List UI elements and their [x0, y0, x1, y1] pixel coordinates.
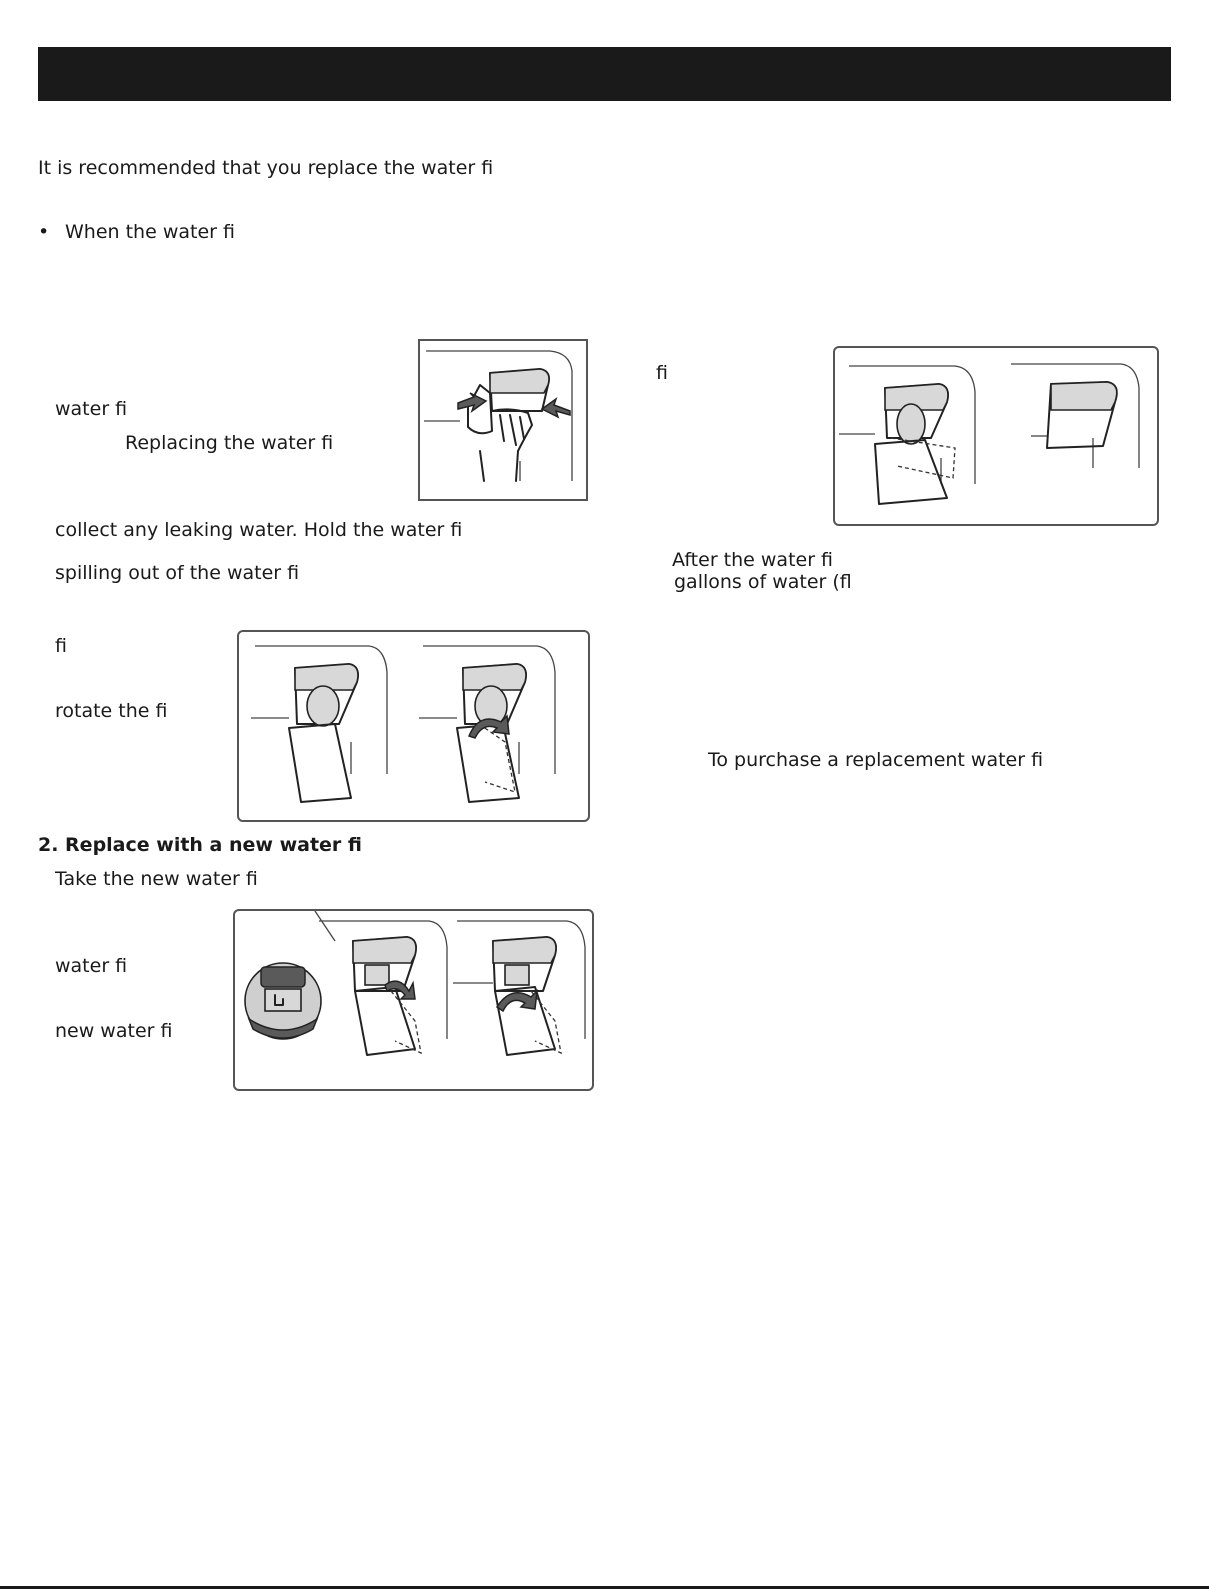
- text-replacing-water-filter-ref: Replacing the water fi: [125, 432, 334, 454]
- figure-new-filter-insertion: [233, 909, 594, 1091]
- text-spilling-out: spilling out of the water fi: [55, 562, 300, 584]
- bullet-item-1: When the water fi: [65, 221, 235, 243]
- section-2-heading: 2. Replace with a new water fi: [38, 834, 362, 856]
- text-after-water-filter: After the water fi: [672, 549, 834, 571]
- text-fi-right: fi: [656, 362, 668, 384]
- text-water-fi: water fi: [55, 398, 128, 420]
- intro-recommendation: It is recommended that you replace the water fi: [38, 157, 494, 179]
- text-fi: fi: [55, 635, 67, 657]
- text-purchase-replacement: To purchase a replacement water fi: [708, 749, 1044, 771]
- figure-filter-removal: [237, 630, 590, 822]
- text-new-water-fi: new water fi: [55, 1020, 173, 1042]
- text-gallons-of-water: gallons of water (fl: [674, 571, 852, 593]
- bullet-glyph: •: [38, 221, 50, 243]
- header-bar: [38, 47, 1171, 101]
- text-collect-leaking-water: collect any leaking water. Hold the water fi: [55, 519, 463, 541]
- text-take-new-filter: Take the new water fi: [55, 868, 258, 890]
- text-water-fi-2: water fi: [55, 955, 128, 977]
- figure-press-release-buttons: [418, 339, 588, 501]
- text-rotate-the-filter: rotate the fi: [55, 700, 168, 722]
- figure-cover-open-closed: [833, 346, 1159, 526]
